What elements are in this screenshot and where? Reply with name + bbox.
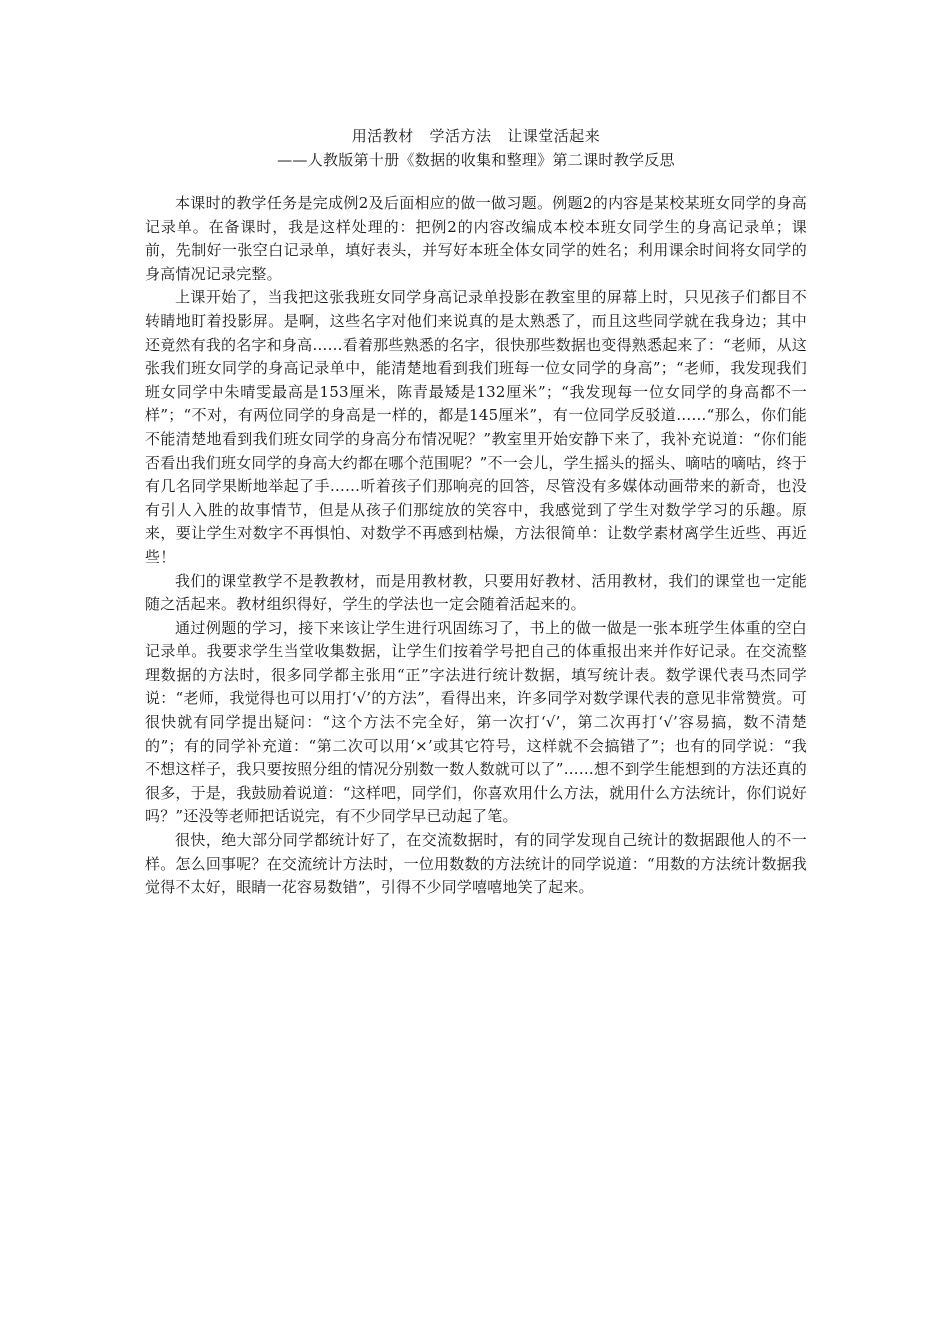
document-page [145,124,807,900]
paragraph-practice: 通过例题的学习，接下来该让学生进行巩固练习了，书上的做一做是一张本班学生体重的空白记录单。我要求学生当堂收集数据，让学生们按着学号把自己的体重报出来并作好记录。在交流整理数据的方法时，很多同学都主张用“正”字法进行统计数据，填写统计表。数学课代表马杰同学说：“老师，我觉得也可以用打‘√’的方法”，看得出来，许多同学对数学课代表的意见非常赞赏。可很快就有同学提出疑问：“这个方法不完全好，第一次打‘√’，第二次再打‘√’容易搞，数不清楚的”；有的同学补充道：“第二次可以用‘×’或其它符号，这样就不会搞错了”；也有的同学说：“我不想这样子，我只要按照分组的情况分别数一数人数就可以了”……想不到学生能想到的方法还真的很多，于是，我鼓励着说道：“这样吧，同学们，你喜欢用什么方法，就用什么方法统计，你们说好吗？”还没等老师把话说完，有不少同学早已动起了笔。 [145,618,807,826]
paragraph-intro: 本课时的教学任务是完成例2及后面相应的做一做习题。例题2的内容是某校某班女同学的身高记录单。在备课时，我是这样处理的：把例2的内容改编成本校本班女同学生的身高记录单；课前，先制好一张空白记录单，填好表头，并写好本班全体女同学的姓名；利用课余时间将女同学的身高情况记录完整。 [145,194,807,283]
paragraph-conclusion: 很快，绝大部分同学都统计好了，在交流数据时，有的同学发现自己统计的数据跟他人的不一样。怎么回事呢？在交流统计方法时，一位用数数的方法统计的同学说道：“用数的方法统计数据我觉得不太好，眼睛一花容易数错”，引得不少同学嘻嘻地笑了起来。 [145,831,807,897]
document-title: 用活教材 学活方法 让课堂活起来 [351,127,601,145]
paragraph-use-textbook: 我们的课堂教学不是教教材，而是用教材教，只要用好教材、活用教材，我们的课堂也一定能随之活起来。教材组织得好，学生的学法也一定会随着活起来的。 [145,571,807,614]
document-subtitle: ——人教版第十册《数据的收集和整理》第二课时教学反思 [277,151,675,169]
paragraph-class-start: 上课开始了，当我把这张我班女同学身高记录单投影在教室里的屏幕上时，只见孩子们都目不转睛地盯着投影屏。是啊，这些名字对他们来说真的是太熟悉了，而且这些同学就在我身边；其中还竟然有我的名字和身高……看着那些熟悉的名字，很快那些数据也变得熟悉起来了：“老师，从这张我们班女同学的身高记录单中，能清楚地看到我们班每一位女同学的身高”；“老师，我发现我们班女同学中朱晴雯最高是153厘米，陈青最矮是132厘米”；“我发现每一位女同学的身高都不一样”；“不对，有两位同学的身高是一样的，都是145厘米”，有一位同学反驳道……“那么，你们能不能清楚地看到我们班女同学的身高分布情况呢？”教室里开始安静下来了，我补充说道：“你们能否看出我们班女同学的身高大约都在哪个范围呢？”不一会儿，学生摇头的摇头、嘀咕的嘀咕，终于有几名同学果断地举起了手……听着孩子们那响亮的回答，尽管没有多媒体动画带来的新奇，也没有引人入胜的故事情节，但是从孩子们那绽放的笑容中，我感觉到了学生对数学学习的乐趣。原来，要让学生对数字不再惧怕、对数学不再感到枯燥，方法很简单：让数学素材离学生近些、再近些！ [145,288,807,566]
